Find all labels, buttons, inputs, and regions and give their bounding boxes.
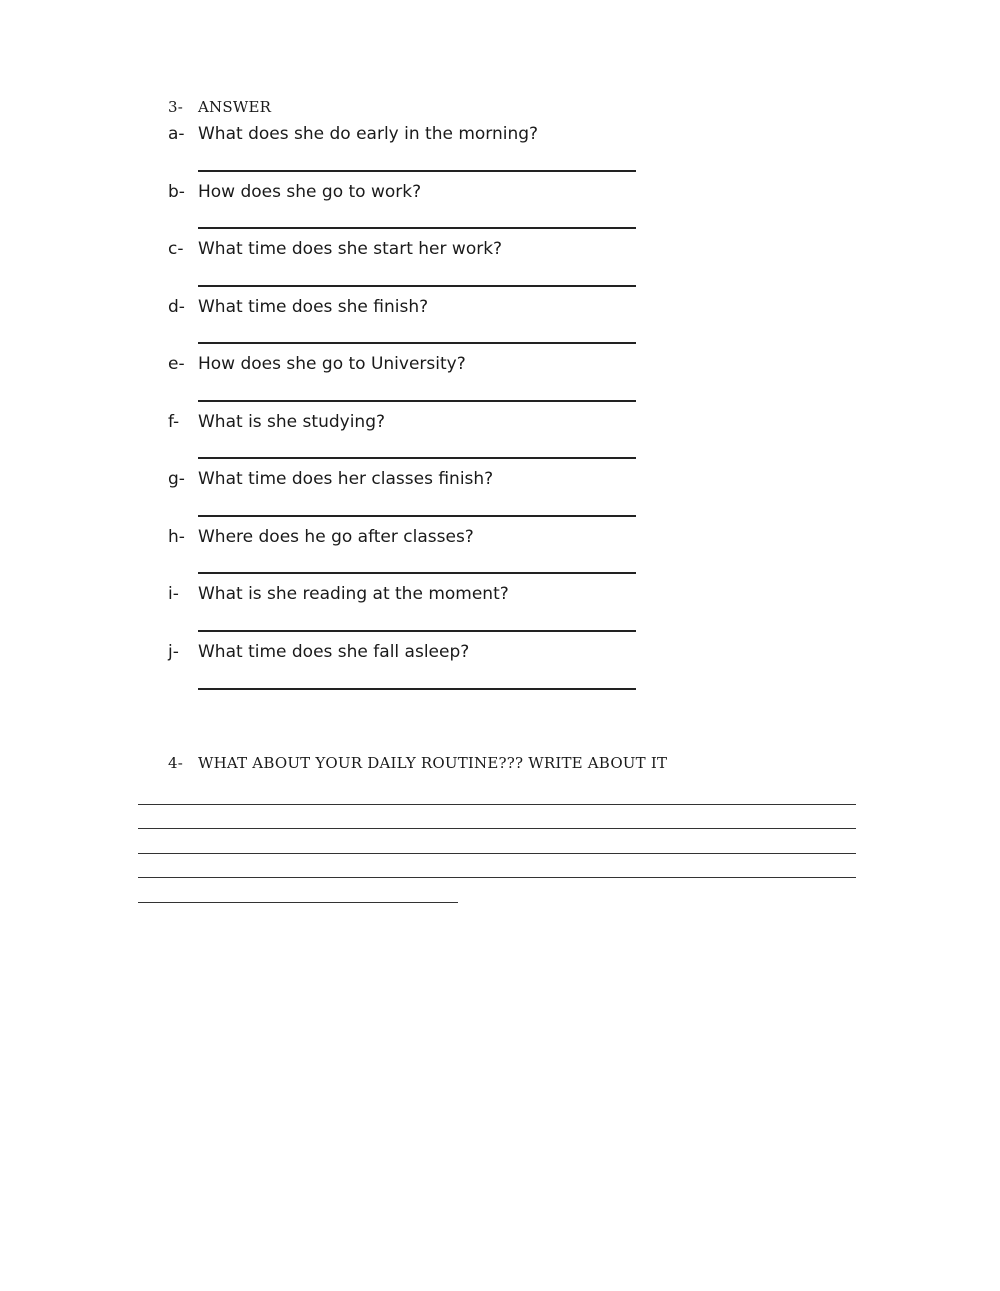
question-text: What is she studying? [198,412,386,432]
section-4-title: WHAT ABOUT YOUR DAILY ROUTINE??? WRITE ABOUT IT [198,754,668,772]
question-letter: a- [168,124,185,144]
question-text: What time does she start her work? [198,239,503,259]
question-text: Where does he go after classes? [198,527,474,547]
question-letter: h- [168,527,185,547]
answer-line-e[interactable] [198,400,636,402]
question-letter: i- [168,584,179,604]
question-letter: e- [168,354,185,374]
question-c [168,238,502,260]
question-text: How does she go to work? [198,182,422,202]
section-4-number: 4- [168,754,184,772]
writing-line-5[interactable] [138,902,458,903]
section-4-heading [168,754,667,772]
section-3-heading [168,98,271,116]
question-letter: c- [168,239,184,259]
writing-line-1[interactable] [138,804,856,805]
question-e [168,353,466,375]
question-b [168,181,421,203]
question-i [168,583,509,605]
writing-line-3[interactable] [138,853,856,854]
question-d [168,296,428,318]
question-letter: g- [168,469,185,489]
answer-line-b[interactable] [198,227,636,229]
section-3-number: 3- [168,98,184,116]
question-text: What is she reading at the moment? [198,584,509,604]
question-letter: j- [168,642,179,662]
question-text: What time does she finish? [198,297,429,317]
section-3-title: ANSWER [198,98,272,116]
answer-line-f[interactable] [198,457,636,459]
question-g [168,468,493,490]
question-text: How does she go to University? [198,354,466,374]
answer-line-j[interactable] [198,688,636,690]
answer-line-d[interactable] [198,342,636,344]
answer-line-a[interactable] [198,170,636,172]
writing-line-2[interactable] [138,828,856,829]
question-a [168,123,538,145]
question-h [168,526,474,548]
question-f [168,411,385,433]
answer-line-i[interactable] [198,630,636,632]
answer-line-c[interactable] [198,285,636,287]
writing-line-4[interactable] [138,877,856,878]
answer-line-g[interactable] [198,515,636,517]
answer-line-h[interactable] [198,572,636,574]
question-letter: b- [168,182,185,202]
question-j [168,641,469,663]
question-text: What time does her classes finish? [198,469,494,489]
question-text: What time does she fall asleep? [198,642,470,662]
question-letter: d- [168,297,185,317]
question-letter: f- [168,412,180,432]
question-text: What does she do early in the morning? [198,124,539,144]
